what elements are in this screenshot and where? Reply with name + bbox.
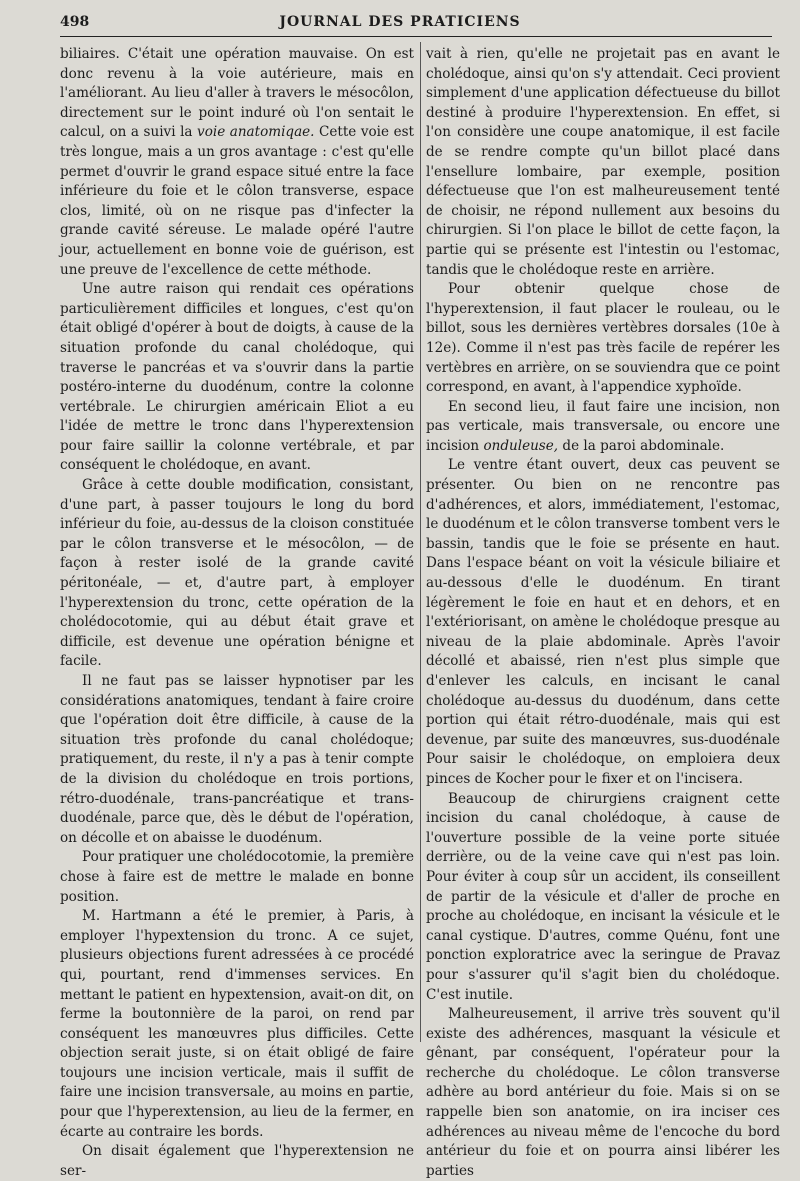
paragraph: M. Hartmann a été le premier, à Paris, à employer l'hypextension du tronc. A ce sujet, plusieurs objections furent adressées à ce procédé qui, pourtant, rend d'immenses services. En mettant le patient en hypextension, avait-on dit, on ferme la boutonnière de la paroi, on rend par conséquent les manœuvres plus difficiles. Cette objection serait juste, si on était obligé de faire toujours une incision verticale, mais il suffit de faire une incision transversale, au moins en partie, pour que l'hyperextension, au lieu de la fermer, en écarte au contraire les bords.: [60, 908, 414, 1140]
left-column: [60, 45, 414, 1179]
paragraph: Grâce à cette double modification, consistant, d'une part, à passer toujours le long du bord inférieur du foie, au-dessus de la cloison constituée par le côlon transverse et le mésocôlon, — de façon à rester isolé de la grande cavité péritonéale, — et, d'autre part, à employer l'hyperextension du tronc, cette opération de la cholédocotomie, qui au début était grave et difficile, est devenue une opération bénigne et facile.: [60, 477, 414, 670]
paragraph: vait à rien, qu'elle ne projetait pas en avant le cholédoque, ainsi qu'on s'y attendait. Ceci provient simplement d'une application défectueuse du billot destiné à produire l'hyperextension. En effet, si l'on considère une coupe anatomique, il est facile de se rendre compte qu'un billot placé dans l'ensellure lombaire, par exemple, position défectueuse que l'on est malheureusement tenté de choisir, ne répond nullement aux besoins du chirurgien. Si l'on place le billot de cette façon, la partie qui se présente est l'intestin ou l'estomac, tandis que le cholédoque reste en arrière.: [426, 46, 780, 278]
header-rule: [60, 36, 772, 37]
paragraph: Une autre raison qui rendait ces opérations particulièrement difficiles et longues, c'est qu'on était obligé d'opérer à bout de doigts, à cause de la situation profonde du canal cholédoque, qui traverse le pancréas et va s'ouvrir dans la partie postéro-interne du duodénum, contre la colonne vertébrale. Le chirurgien américain Eliot a eu l'idée de mettre le tronc dans l'hyperextension pour faire saillir la colonne vertébrale, et par conséquent le cholédoque, en avant.: [60, 281, 414, 474]
right-column: [426, 45, 780, 1179]
column-divider: [420, 42, 421, 1042]
paragraph: Le ventre étant ouvert, deux cas peuvent se présenter. Ou bien on ne rencontre pas d'adhérences, et alors, immédiatement, l'estomac, le duodénum et le côlon transverse tombent vers le bassin, tandis que le foie se présente en haut. Dans l'espace béant on voit la vésicule biliaire et au-dessous d'elle le duodénum. En tirant légèrement le foie en haut et en dehors, et en l'extériorisant, on amène le cholédoque presque au niveau de la plaie abdominale. Après l'avoir décollé et abaissé, rien n'est plus simple que d'enlever les calculs, en incisant le canal cholédoque au-dessus du duodénum, dans cette portion qui était rétro-duodénale, mais qui est devenue, par suite des manœuvres, sus-duodénale Pour saisir le cholédoque, on emploiera deux pinces de Kocher pour le fixer et on l'incisera.: [426, 457, 780, 787]
paragraph: On disait également que l'hyperextension ne ser-: [60, 1143, 414, 1179]
paragraph: Pour pratiquer une cholédocotomie, la première chose à faire est de mettre le malade en bonne position.: [60, 849, 414, 905]
paragraph: Beaucoup de chirurgiens craignent cette incision du canal cholédoque, à cause de l'ouverture possible de la veine porte située derrière, ou de la veine cave qui n'est pas loin. Pour éviter à coup sûr un accident, ils conseillent de partir de la vésicule et d'aller de proche en proche au cholédoque, en incisant la vésicule et le canal cystique. D'autres, comme Quénu, font une ponction exploratrice avec la seringue de Pravaz pour s'assurer qu'il s'agit bien du cholédoque. C'est inutile.: [426, 790, 780, 1003]
paragraph: biliaires. C'était une opération mauvaise. On est donc revenu à la voie autérieure, mais en l'améliorant. Au lieu d'aller à travers le mésocôlon, directement sur le point induré où l'on sentait le calcul, on a suivi la voie anatomiqae. Cette voie est très longue, mais a un gros avantage : c'est qu'elle permet d'ouvrir le grand espace situé entre la face inférieure du foie et le côlon transverse, espace clos, limité, où on ne risque pas d'infecter la grande cavité séreuse. Le malade opéré l'autre jour, actuellement en bonne voie de guérison, est une preuve de l'excellence de cette méthode.: [60, 46, 414, 278]
paragraph: Il ne faut pas se laisser hypnotiser par les considérations anatomiques, tendant à faire croire que l'opération doit être difficile, à cause de la situation très profonde du canal cholédoque; pratiquement, du reste, il n'y a pas à tenir compte de la division du cholédoque en trois portions, rétro-duodénale, trans-pancréatique et trans-duodénale, parce que, dès le début de l'opération, on décolle et on abaisse le duodénum.: [60, 673, 414, 846]
page-number: 498: [60, 14, 90, 30]
paragraph: En second lieu, il faut faire une incision, non pas verticale, mais transversale, ou encore une incision onduleuse, de la paroi abdominale.: [426, 398, 780, 454]
page-header: [0, 0, 800, 40]
paragraph: Malheureusement, il arrive très souvent qu'il existe des adhérences, masquant la vésicule et gênant, par conséquent, l'opérateur pour la recherche du cholédoque. Le côlon transverse adhère au bord antérieur du foie. Mais si on se rappelle bien son anatomie, on ira inciser ces adhérences au niveau même de l'encoche du bord antérieur du foie et on pourra ainsi libérer les parties: [426, 1006, 780, 1179]
paragraph: Pour obtenir quelque chose de l'hyperextension, il faut placer le rouleau, ou le billot, sous les dernières vertèbres dorsales (10e à 12e). Comme il n'est pas très facile de repérer les vertèbres en arrière, on se souviendra que ce point correspond, en avant, à l'appendice xyphoïde.: [426, 281, 780, 396]
running-title: JOURNAL DES PRATICIENS: [279, 14, 521, 30]
